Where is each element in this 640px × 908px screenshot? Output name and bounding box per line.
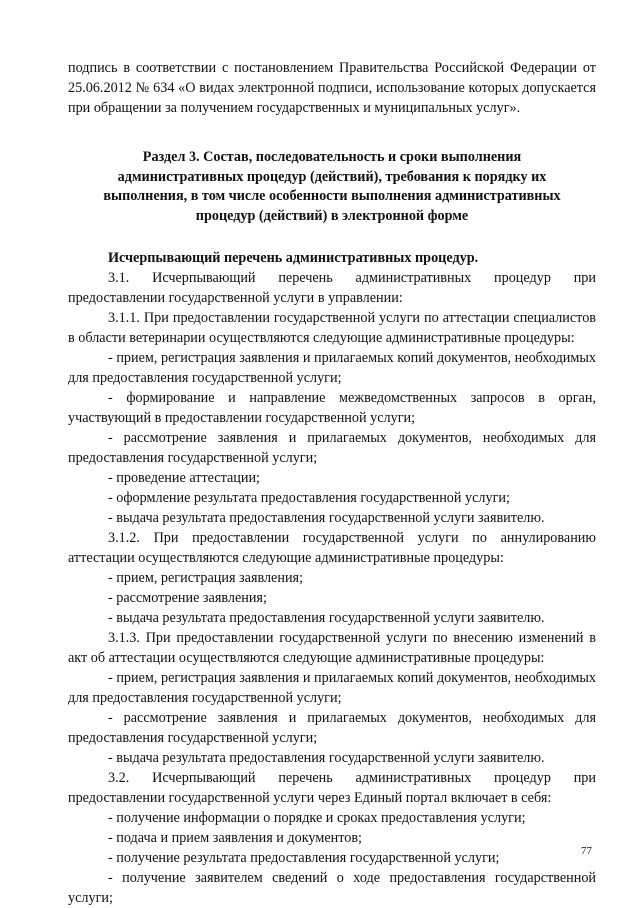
list-item: - выдача результата предоставления государственной услуги заявителю.: [108, 750, 545, 766]
list-item: - проведение аттестации;: [108, 470, 260, 486]
paragraph: 3.1.2. При предоставлении государственной услуги по аннулированию аттестации осуществляются следующие административные процедуры:: [68, 530, 596, 566]
paragraph-top: подпись в соответствии с постановлением Правительства Российской Федерации от 25.06.2012 № 634 «О видах электронной подписи, использование которых допускается при обращении за получением государственных и муниципальных услуг».: [68, 60, 596, 116]
page-number: 77: [581, 845, 592, 857]
subheading: Исчерпывающий перечень административных процедур.: [108, 250, 479, 266]
paragraph: 3.1.3. При предоставлении государственной услуги по внесению изменений в акт об аттестации осуществляются следующие административные процедуры:: [68, 630, 596, 666]
list-item: - получение информации о порядке и сроках предоставления услуги;: [108, 810, 526, 826]
document-page: [68, 58, 596, 908]
list-item: - рассмотрение заявления;: [108, 590, 267, 606]
list-item: - прием, регистрация заявления и прилагаемых копий документов, необходимых для предоставления государственной услуги;: [68, 350, 596, 386]
list-item: - подача и прием заявления и документов;: [108, 830, 362, 846]
list-item: - прием, регистрация заявления и прилагаемых копий документов, необходимых для предоставления государственной услуги;: [68, 670, 596, 706]
paragraph: 3.1. Исчерпывающий перечень административных процедур при предоставлении государственной услуги в управлении:: [68, 270, 596, 306]
list-item: - выдача результата предоставления государственной услуги заявителю.: [108, 610, 545, 626]
list-item: - получение результата предоставления государственной услуги;: [108, 850, 500, 866]
list-item: - оформление результата предоставления государственной услуги;: [108, 490, 510, 506]
list-item: - прием, регистрация заявления;: [108, 570, 304, 586]
list-item: - выдача результата предоставления государственной услуги заявителю.: [108, 510, 545, 526]
paragraph: 3.1.1. При предоставлении государственной услуги по аттестации специалистов в области ветеринарии осуществляются следующие административные процедуры:: [68, 310, 596, 346]
list-item: - формирование и направление межведомственных запросов в орган, участвующий в предоставлении государственной услуги;: [68, 390, 596, 426]
section-heading: Раздел 3. Состав, последовательность и сроки выполнения административных процедур (действий), требования к порядку их выполнения, в том числе особенности выполнения административных процедур (действий) в электронной форме: [103, 149, 561, 224]
list-item: - получение заявителем сведений о ходе предоставления государственной услуги;: [68, 870, 596, 906]
paragraph: 3.2. Исчерпывающий перечень административных процедур при предоставлении государственной услуги через Единый портал включает в себя:: [68, 770, 596, 806]
list-item: - рассмотрение заявления и прилагаемых документов, необходимых для предоставления государственной услуги;: [68, 430, 596, 466]
list-item: - рассмотрение заявления и прилагаемых документов, необходимых для предоставления государственной услуги;: [68, 710, 596, 746]
